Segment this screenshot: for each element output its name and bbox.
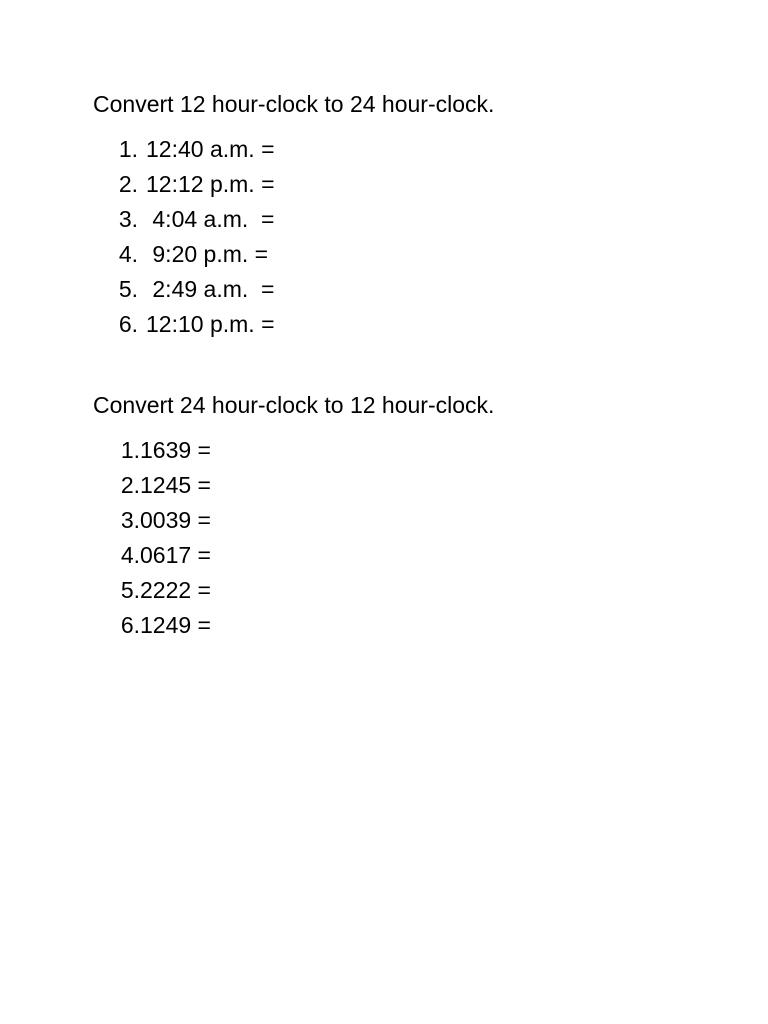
question-item — [93, 433, 713, 468]
question-text: 9:20 p.m. = — [146, 241, 269, 267]
question-text: 1639 = — [140, 437, 211, 463]
question-number: 6. — [120, 612, 140, 638]
section-24-to-12 — [93, 389, 713, 643]
question-number: 2. — [120, 472, 140, 498]
section-heading: Convert 24 hour-clock to 12 hour-clock. — [93, 392, 495, 418]
question-text: 0617 = — [140, 542, 211, 568]
question-item — [93, 132, 713, 167]
question-list — [93, 132, 713, 342]
question-number: 1. — [120, 437, 140, 463]
question-item — [93, 608, 713, 643]
question-item — [93, 272, 713, 307]
question-text: 0039 = — [140, 507, 211, 533]
question-text: 2:49 a.m. = — [146, 276, 275, 302]
question-number: 6. — [118, 311, 138, 337]
section-12-to-24 — [93, 88, 713, 342]
question-number: 1. — [118, 136, 138, 162]
question-number: 5. — [118, 276, 138, 302]
question-text: 12:10 p.m. = — [146, 311, 275, 337]
section-heading: Convert 12 hour-clock to 24 hour-clock. — [93, 91, 495, 117]
question-item — [93, 468, 713, 503]
question-text: 12:12 p.m. = — [146, 171, 275, 197]
question-text: 1245 = — [140, 472, 211, 498]
question-item — [93, 307, 713, 342]
question-number: 2. — [118, 171, 138, 197]
question-item — [93, 538, 713, 573]
question-item — [93, 237, 713, 272]
question-item — [93, 202, 713, 237]
question-text: 12:40 a.m. = — [146, 136, 275, 162]
question-item — [93, 573, 713, 608]
question-number: 4. — [118, 241, 138, 267]
question-number: 3. — [120, 507, 140, 533]
question-number: 5. — [120, 577, 140, 603]
question-text: 2222 = — [140, 577, 211, 603]
question-text: 4:04 a.m. = — [146, 206, 275, 232]
question-item — [93, 503, 713, 538]
question-list — [93, 433, 713, 643]
question-number: 4. — [120, 542, 140, 568]
question-text: 1249 = — [140, 612, 211, 638]
question-item — [93, 167, 713, 202]
question-number: 3. — [118, 206, 138, 232]
